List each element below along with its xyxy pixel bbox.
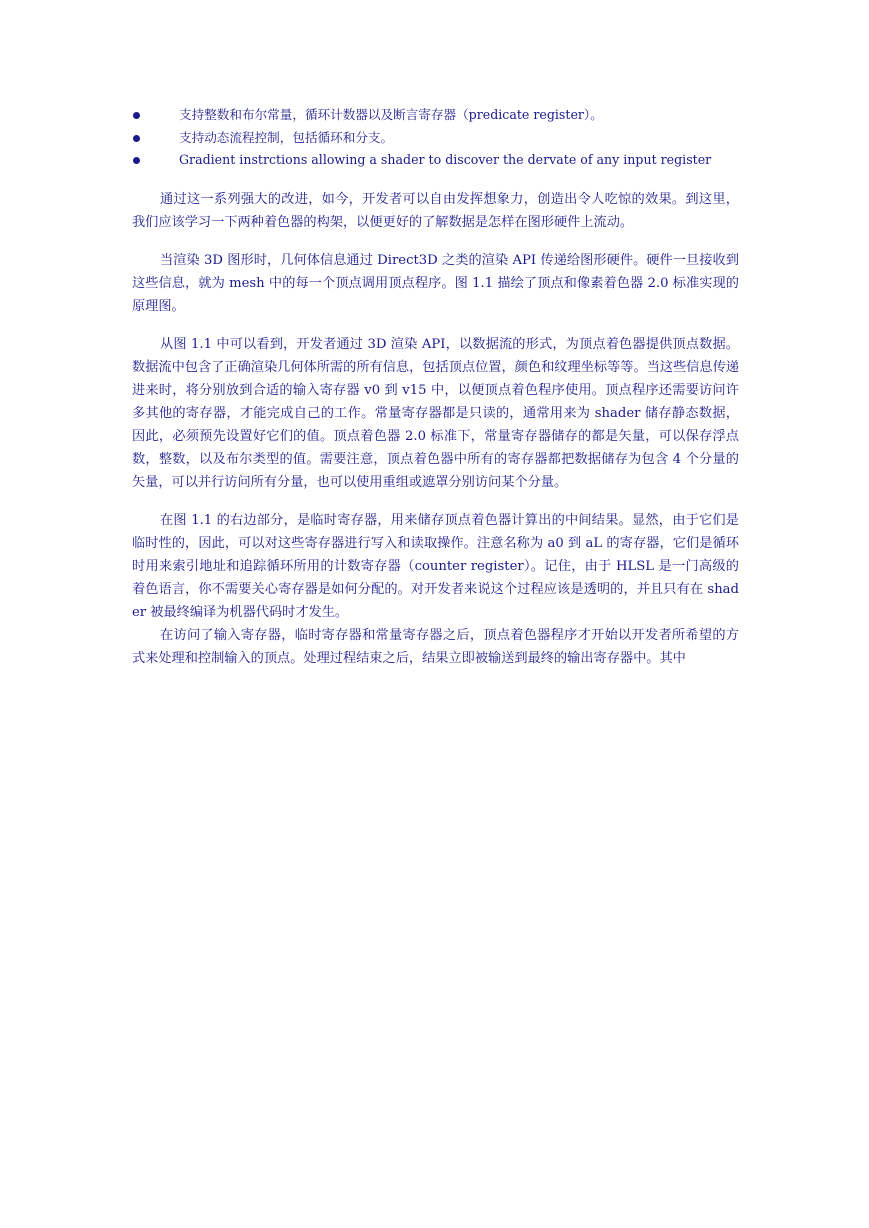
bullet-dot-icon <box>133 112 140 119</box>
bullet-item <box>132 104 739 127</box>
bullet-text: 支持动态流程控制，包括循环和分支。 <box>179 129 394 145</box>
document-page <box>132 104 739 670</box>
bullet-dot-icon <box>133 135 140 142</box>
bullet-text: 支持整数和布尔常量，循环计数器以及断言寄存器（predicate register）。 <box>179 107 603 122</box>
feature-bullet-list <box>132 104 739 172</box>
body-paragraph: 通过这一系列强大的改进，如今，开发者可以自由发挥想象力，创造出令人吃惊的效果。到这里，我们应该学习一下两种着色器的构架，以便更好的了解数据是怎样在图形硬件上流动。 <box>132 191 739 230</box>
body-paragraph: 当渲染 3D 图形时，几何体信息通过 Direct3D 之类的渲染 API 传递给图形硬件。硬件一旦接收到这些信息，就为 mesh 中的每一个顶点调用顶点程序。图 1.1 描绘了顶点和像素着色器 2.0 标准实现的原理图。 <box>132 252 739 314</box>
bullet-item <box>132 127 739 150</box>
body-paragraph: 在访问了输入寄存器，临时寄存器和常量寄存器之后，顶点着色器程序才开始以开发者所希望的方式来处理和控制输入的顶点。处理过程结束之后，结果立即被输送到最终的输出寄存器中。其中 <box>132 627 739 666</box>
body-paragraph: 在图 1.1 的右边部分，是临时寄存器，用来储存顶点着色器计算出的中间结果。显然，由于它们是临时性的，因此，可以对这些寄存器进行写入和读取操作。注意名称为 a0 到 aL 的寄存器，它们是循环时用来索引地址和追踪循环所用的计数寄存器（counter register）。记住，由于 HLSL 是一门高级的着色语言，你不需要关心寄存器是如何分配的。对开发者来说这个过程应该是透明的，并且只有在 shader 被最终编译为机器代码时才发生。 <box>132 512 739 620</box>
bullet-dot-icon <box>133 157 140 164</box>
bullet-item <box>132 149 739 172</box>
bullet-text: Gradient instrctions allowing a shader to discover the dervate of any input register <box>179 152 712 167</box>
body-paragraph: 从图 1.1 中可以看到，开发者通过 3D 渲染 API，以数据流的形式，为顶点着色器提供顶点数据。数据流中包含了正确渲染几何体所需的所有信息，包括顶点位置，颜色和纹理坐标等等。当这些信息传递进来时，将分别放到合适的输入寄存器 v0 到 v15 中，以便顶点着色程序使用。顶点程序还需要访问许多其他的寄存器，才能完成自己的工作。常量寄存器都是只读的，通常用来为 shader 储存静态数据，因此，必须预先设置好它们的值。顶点着色器 2.0 标准下，常量寄存器储存的都是矢量，可以保存浮点数，整数，以及布尔类型的值。需要注意，顶点着色器中所有的寄存器都把数据储存为包含 4 个分量的矢量，可以并行访问所有分量，也可以使用重组或遮罩分别访问某个分量。 <box>132 336 739 490</box>
